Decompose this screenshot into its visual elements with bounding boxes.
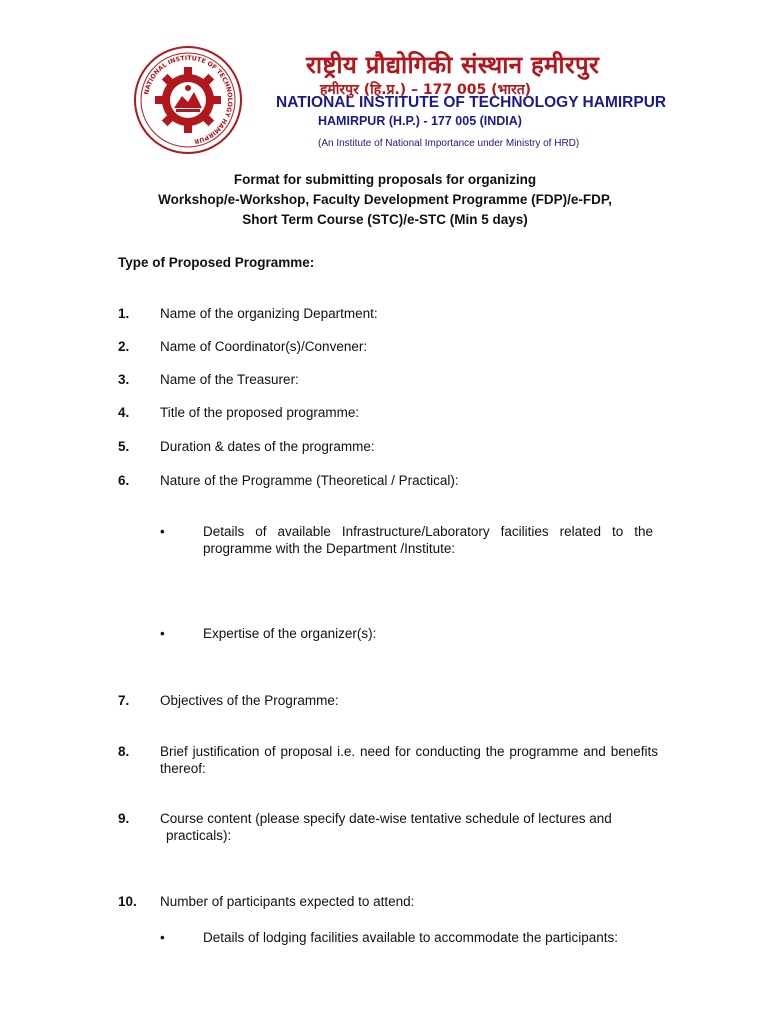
bullet-icon: • — [160, 524, 165, 539]
item-text: Objectives of the Programme: — [160, 693, 339, 708]
item-number: 3. — [118, 372, 130, 387]
item-number: 5. — [118, 439, 130, 454]
logo-seal-icon — [132, 44, 244, 156]
item-text-line-2: practicals): — [166, 828, 232, 843]
bullet-text: Details of lodging facilities available to accommodate the participants: — [203, 930, 618, 945]
item-text: Title of the proposed programme: — [160, 405, 360, 420]
item-text — [160, 810, 658, 844]
item-text: Name of the organizing Department: — [160, 306, 378, 321]
item-text: Nature of the Programme (Theoretical / Practical): — [160, 473, 459, 488]
item-number: 8. — [118, 744, 130, 759]
svg-text:NATIONAL INSTITUTE OF TECHNOLO: NATIONAL INSTITUTE OF TECHNOLOGY HAMIRPUR — [143, 54, 234, 145]
bullet-text: Expertise of the organizer(s): — [203, 626, 377, 641]
institute-logo — [132, 44, 244, 156]
bullet-icon: • — [160, 930, 165, 945]
item-number: 10. — [118, 894, 137, 909]
item-number: 7. — [118, 693, 130, 708]
item-text: Name of Coordinator(s)/Convener: — [160, 339, 368, 354]
format-heading-line-1: Format for submitting proposals for organizing — [233, 172, 537, 187]
bullet-icon: • — [160, 626, 165, 641]
format-heading-line-2: Workshop/e-Workshop, Faculty Development Programme (FDP)/e-FDP, — [158, 192, 612, 207]
format-heading-line-3: Short Term Course (STC)/e-STC (Min 5 days) — [242, 212, 528, 227]
item-number: 6. — [118, 473, 130, 488]
english-address: HAMIRPUR (H.P.) - 177 005 (INDIA) — [318, 114, 522, 128]
item-text: Name of the Treasurer: — [160, 372, 299, 387]
item-text: Brief justification of proposal i.e. need for conducting the programme and benefits thereof: — [160, 744, 658, 776]
item-text-line-1: Course content (please specify date-wise tentative schedule of lectures and — [160, 811, 612, 826]
item-number: 2. — [118, 339, 130, 354]
item-number: 4. — [118, 405, 130, 420]
hindi-address: हमीरपुर (हि.प्र.) – 177 005 (भारत) — [320, 82, 532, 98]
item-text: Number of participants expected to attend: — [160, 894, 415, 909]
institute-status-note: (An Institute of National Importance under Ministry of HRD) — [318, 138, 580, 149]
bullet-text: Details of available Infrastructure/Laboratory facilities related to the programme with the Department /Institute: — [203, 524, 653, 556]
item-number: 9. — [118, 811, 130, 826]
item-text: Duration & dates of the programme: — [160, 439, 375, 454]
format-heading — [0, 170, 770, 230]
programme-type-label: Type of Proposed Programme: — [118, 255, 315, 270]
item-number: 1. — [118, 306, 130, 321]
english-institute-name: NATIONAL INSTITUTE OF TECHNOLOGY HAMIRPUR — [276, 94, 667, 111]
hindi-institute-name: राष्ट्रीय प्रौद्योगिकी संस्थान हमीरपुर — [306, 51, 600, 79]
